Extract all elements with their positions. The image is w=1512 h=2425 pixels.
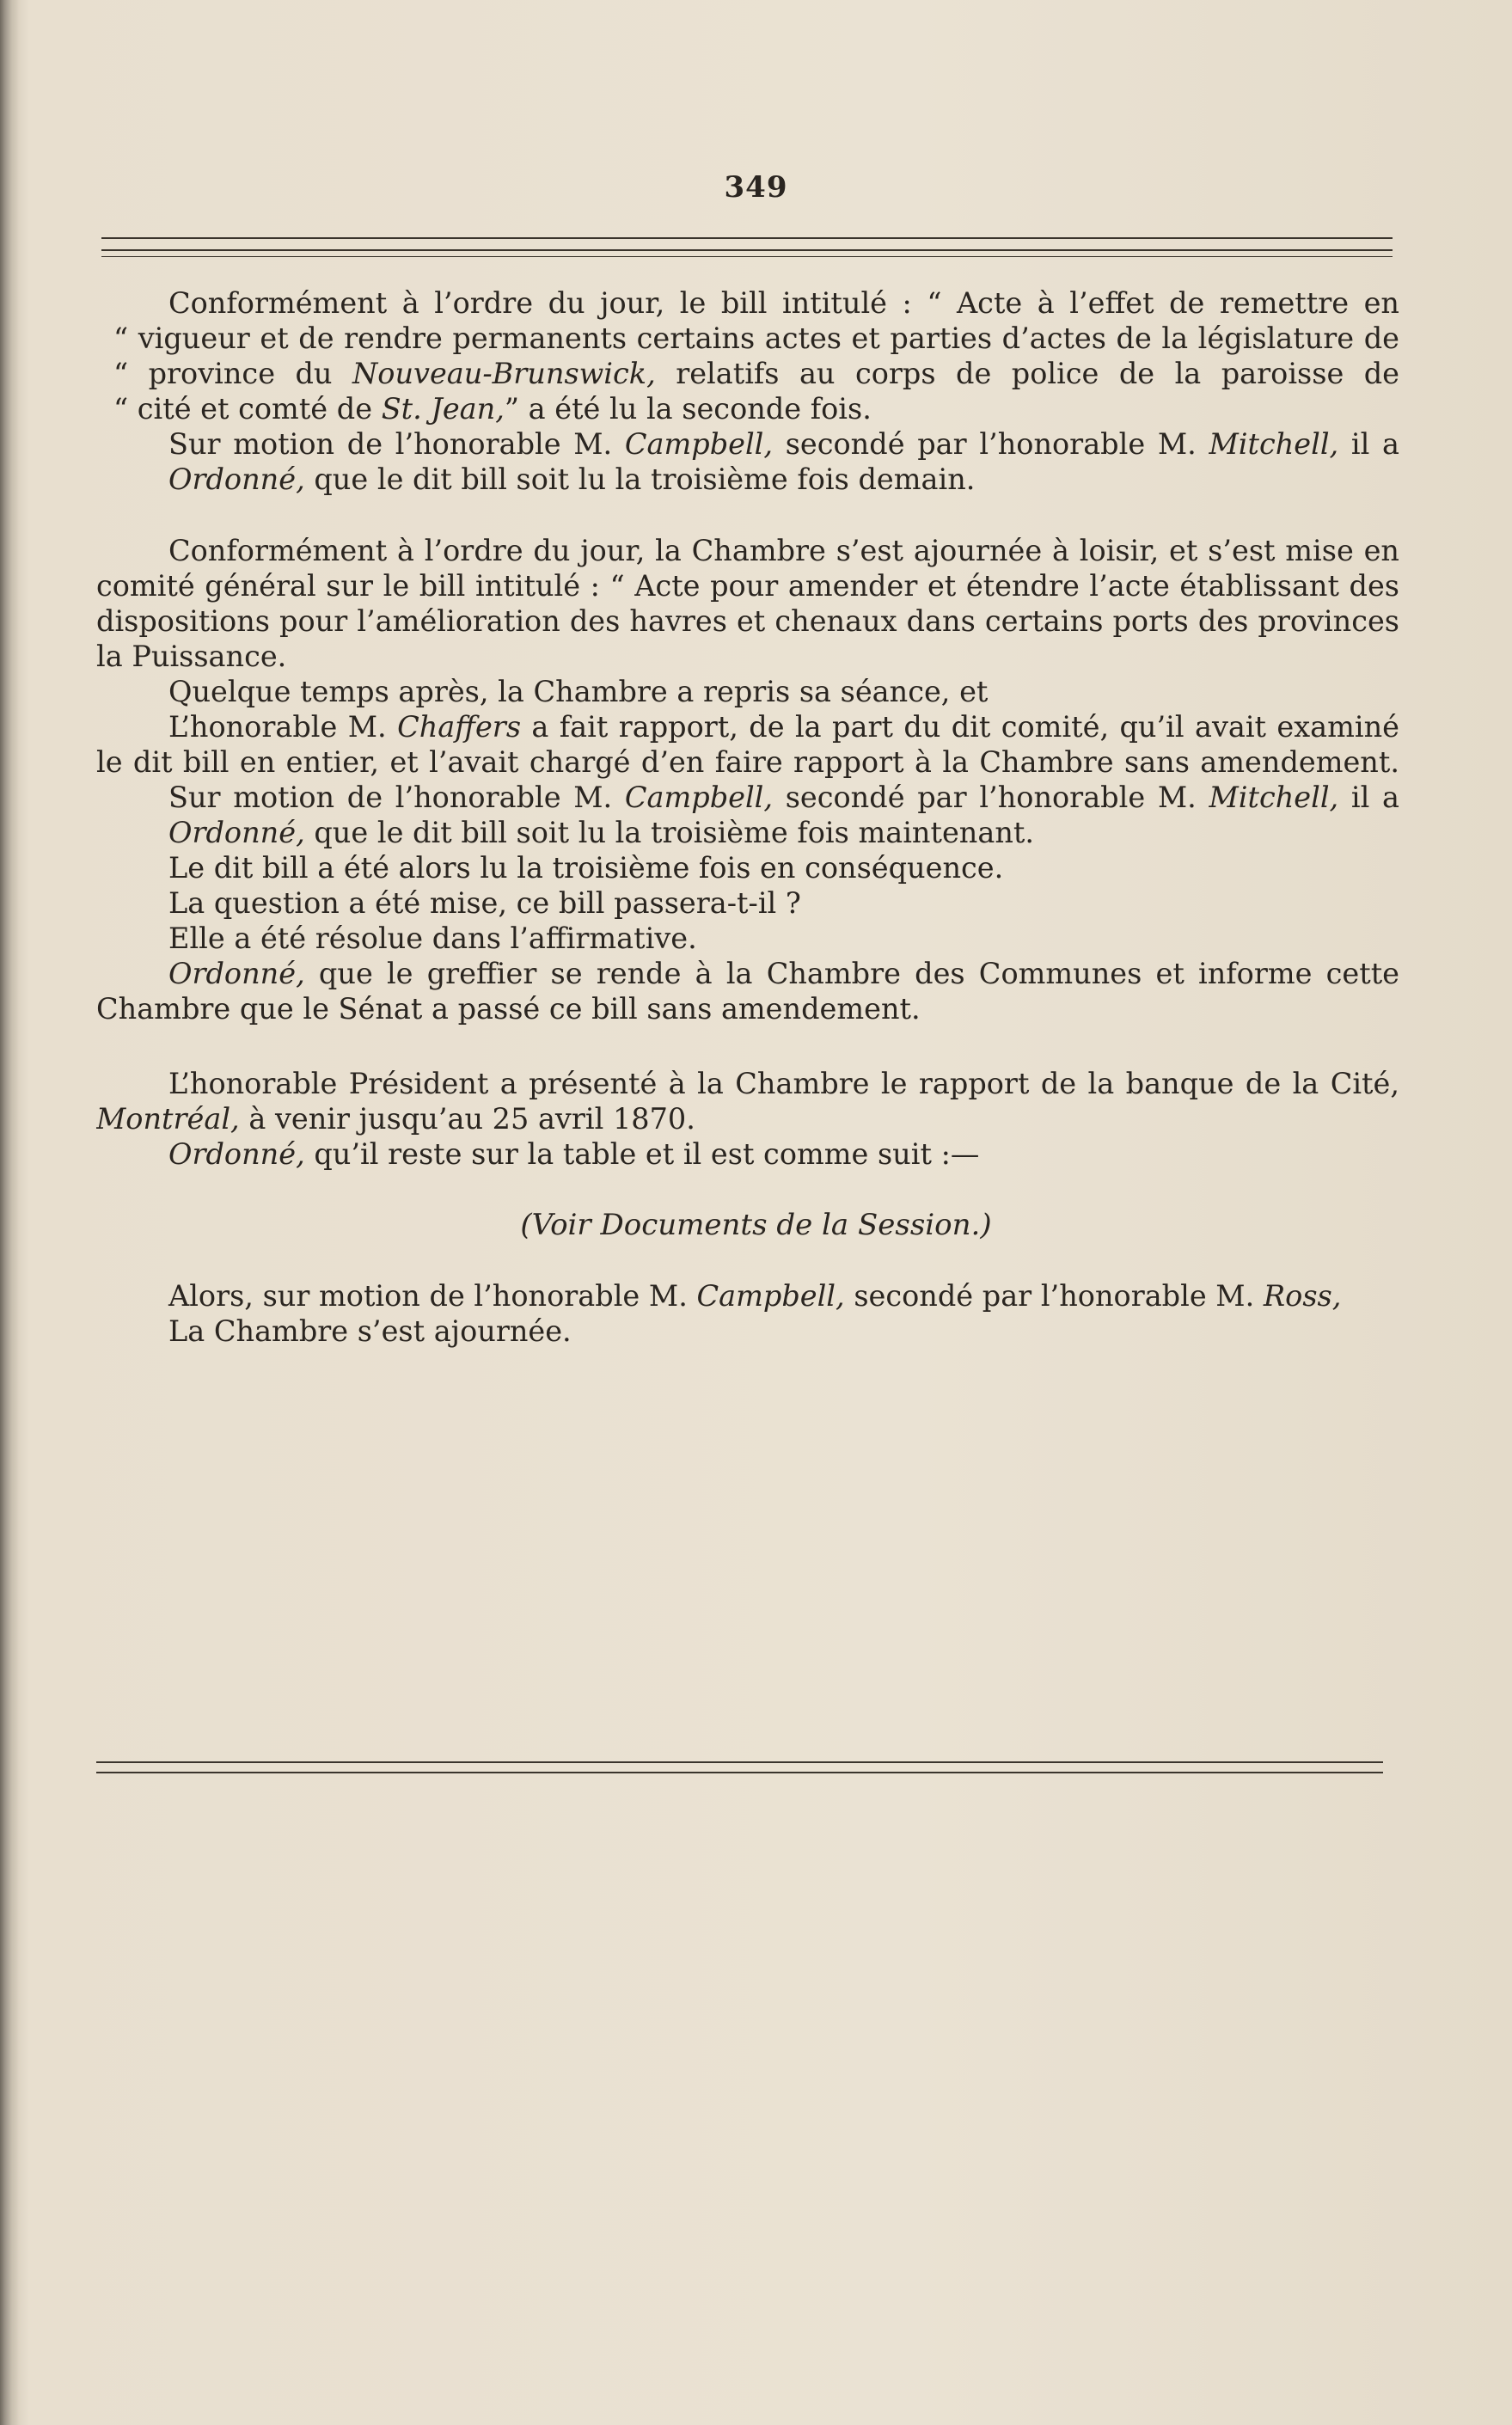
- bottom-rule: [96, 1772, 1383, 1773]
- text-run: que le dit bill soit lu la troisième fois maintenant.: [304, 816, 1035, 849]
- italic-run: Mitchell,: [1209, 427, 1339, 461]
- italic-run: Montréal,: [96, 1102, 240, 1136]
- text-run: Chambre que le Sénat a passé ce bill sans amendement.: [96, 992, 921, 1026]
- top-rule: [101, 237, 1393, 239]
- italic-run: Ordonné,: [168, 462, 305, 496]
- text-run: secondé par l’honorable M.: [773, 427, 1209, 461]
- italic-run: St. Jean,: [381, 392, 505, 426]
- text-run: Le dit bill a été alors lu la troisième fois en conséquence.: [168, 851, 1004, 885]
- italic-run: Campbell,: [696, 1279, 845, 1313]
- text-line: [96, 815, 1399, 850]
- text-line: [96, 285, 1399, 321]
- text-line: [96, 426, 1399, 462]
- italic-run: Campbell,: [624, 781, 774, 814]
- text-run: comité général sur le bill intitulé : “ Acte pour amender et étendre l’acte établissant des: [96, 569, 1399, 603]
- text-line: [96, 533, 1399, 568]
- text-run: secondé par l’honorable M.: [773, 781, 1209, 814]
- paragraph-block-bill-havres: [96, 533, 1399, 1026]
- text-run: L’honorable M.: [168, 710, 398, 744]
- text-line: [96, 1278, 1399, 1314]
- text-run: il a: [1350, 781, 1399, 814]
- paragraph-block-bill-nouveau-brunswick: [96, 285, 1399, 497]
- text-run: Quelque temps après, la Chambre a repris sa séance, et: [168, 675, 989, 708]
- text-line: [96, 391, 1399, 426]
- text-run: dispositions pour l’amélioration des havres et chenaux dans certains ports des provinces: [96, 604, 1399, 638]
- text-line: [96, 885, 1399, 921]
- text-line: [96, 709, 1399, 744]
- text-line: [96, 639, 1399, 674]
- text-line: [96, 321, 1399, 356]
- text-line: [96, 780, 1399, 815]
- text-line: [96, 1136, 1399, 1172]
- text-line: [96, 744, 1399, 780]
- italic-run: Ordonné,: [168, 816, 305, 849]
- text-run: que le dit bill soit lu la troisième fois demain.: [304, 462, 976, 496]
- text-run: “ vigueur et de rendre permanents certains actes et parties d’actes de la législature de: [113, 321, 1399, 355]
- text-line: [96, 991, 1399, 1026]
- text-run: Conformément à l’ordre du jour, le bill intitulé : “ Acte à l’effet de remettre en: [168, 286, 1399, 320]
- text-run: Alors, sur motion de l’honorable M.: [168, 1279, 697, 1313]
- text-run: ” a été lu la seconde fois.: [504, 392, 872, 426]
- text-run: Sur motion de l’honorable M.: [168, 427, 625, 461]
- italic-run: Ordonné,: [168, 957, 305, 990]
- text-run: le dit bill en entier, et l’avait chargé d’en faire rapport à la Chambre sans amendement.: [96, 745, 1399, 779]
- text-line: [96, 674, 1399, 709]
- document-reference: (Voir Documents de la Session.): [520, 1208, 992, 1242]
- text-run: La Chambre s’est ajournée.: [168, 1314, 572, 1348]
- text-line: [96, 956, 1399, 991]
- text-line: [96, 1314, 1399, 1349]
- text-line: [96, 568, 1399, 603]
- text-line: [96, 1066, 1399, 1101]
- text-line: [96, 603, 1399, 639]
- text-run: il a: [1350, 427, 1399, 461]
- italic-run: Campbell,: [624, 427, 774, 461]
- text-line: [96, 921, 1399, 956]
- text-run: L’honorable Président a présenté à la Chambre le rapport de la banque de la Cité,: [168, 1067, 1399, 1100]
- text-line: [96, 850, 1399, 885]
- text-line: [96, 356, 1399, 391]
- text-line: [96, 1101, 1399, 1136]
- top-rule: [101, 256, 1393, 257]
- text-run: “ province du: [113, 357, 352, 390]
- text-run: qu’il reste sur la table et il est comme suit :—: [304, 1137, 980, 1171]
- bottom-rule: [96, 1761, 1383, 1763]
- text-run: a fait rapport, de la part du dit comité, qu’il avait examiné: [521, 710, 1399, 744]
- italic-run: Ordonné,: [168, 1137, 305, 1171]
- italic-run: Ross,: [1263, 1279, 1342, 1313]
- page-number: 349: [724, 170, 788, 205]
- paragraph-block-ajournement: [96, 1278, 1399, 1349]
- text-run: à venir jusqu’au 25 avril 1870.: [239, 1102, 695, 1136]
- top-rule: [101, 249, 1393, 251]
- text-run: secondé par l’honorable M.: [844, 1279, 1264, 1313]
- italic-run: Chaffers: [397, 710, 522, 744]
- text-run: Elle a été résolue dans l’affirmative.: [168, 922, 697, 955]
- text-run: la Puissance.: [96, 640, 287, 673]
- text-run: “ cité et comté de: [113, 392, 382, 426]
- italic-run: Mitchell,: [1209, 781, 1339, 814]
- text-run: relatifs au corps de police de la paroisse de: [655, 357, 1399, 390]
- text-run: La question a été mise, ce bill passera-t-il ?: [168, 886, 801, 920]
- paragraph-block-rapport-banque: [96, 1066, 1399, 1172]
- text-run: Sur motion de l’honorable M.: [168, 781, 625, 814]
- text-run: que le greffier se rende à la Chambre des Communes et informe cette: [304, 957, 1399, 990]
- text-line: [96, 462, 1399, 497]
- italic-run: Nouveau-Brunswick,: [352, 357, 656, 390]
- text-run: Conformément à l’ordre du jour, la Chambre s’est ajournée à loisir, et s’est mise en: [168, 534, 1399, 567]
